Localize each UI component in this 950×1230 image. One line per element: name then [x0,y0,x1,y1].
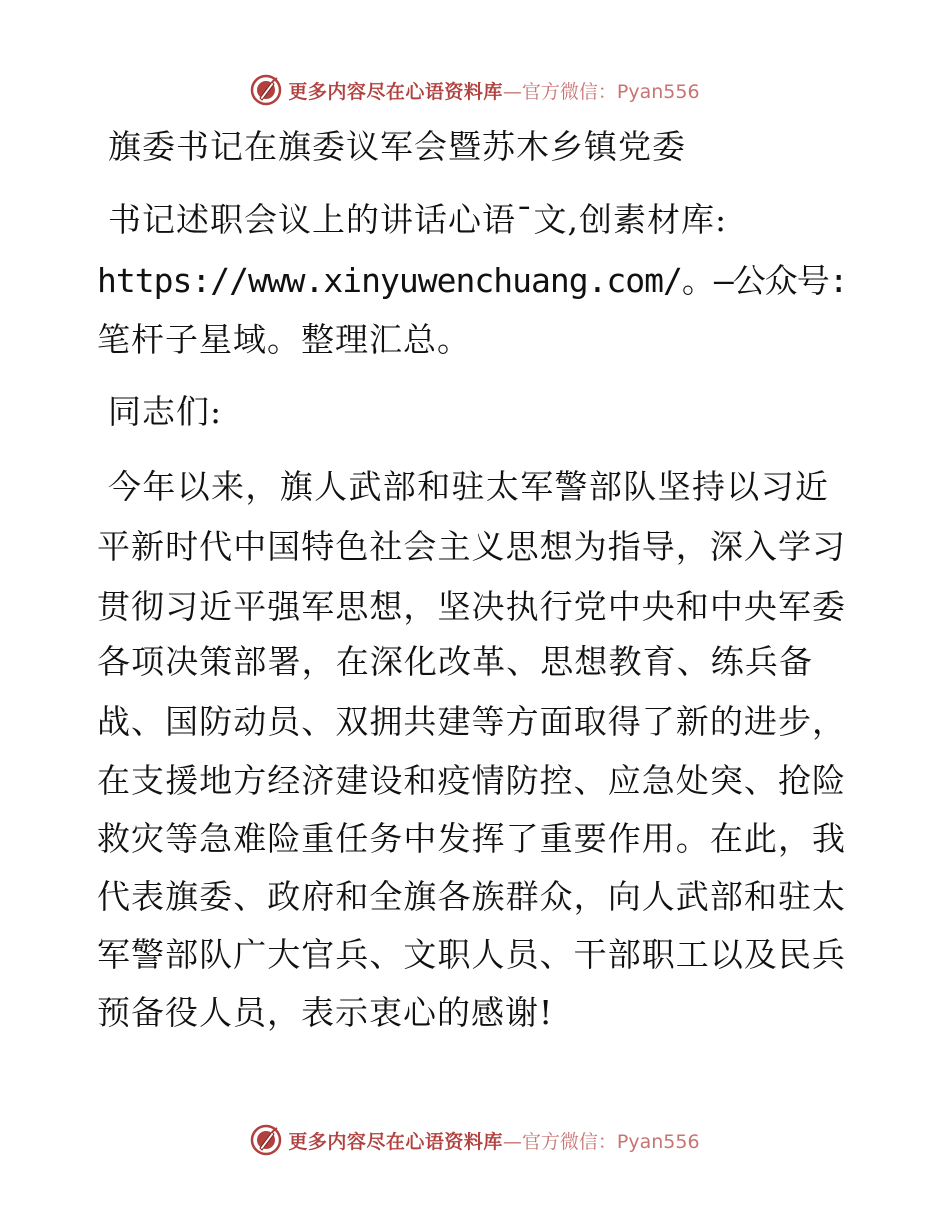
quill-pen-logo-icon [250,1124,282,1156]
body-line: 军警部队广大官兵、文职人员、干部职工以及民兵 [97,935,845,974]
body-line: 今年以来，旗人武部和驻太军警部队坚持以习近 [108,467,828,506]
quill-pen-logo-icon [250,74,282,106]
salutation: 同志们: [108,392,223,431]
body-line: 贯彻习近平强军思想，坚决执行党中央和中央军委 [97,587,845,626]
footer-banner [0,1120,950,1160]
banner-wechat: —官方微信：Pyan556 [502,1130,700,1153]
title-line-1: 旗委书记在旗委议军会暨苏木乡镇党委 [108,127,686,166]
title-line-3: https://www.xinyuwenchuang.com/。—公众号: [97,261,848,300]
body-line: 预备役人员，表示衷心的感谢! [97,993,554,1032]
banner-site-name: 更多内容尽在心语资料库 [288,80,503,103]
header-banner [0,70,950,110]
banner-wechat: —官方微信：Pyan556 [502,80,700,103]
body-line: 各项决策部署，在深化改革、思想教育、练兵备 [97,642,812,681]
body-line: 在支援地方经济建设和疫情防控、应急处突、抢险 [97,761,845,800]
banner-site-name: 更多内容尽在心语资料库 [288,1130,503,1153]
body-line: 战、国防动员、双拥共建等方面取得了新的进步， [97,702,845,741]
body-line: 救灾等急难险重任务中发挥了重要作用。在此，我 [97,819,845,858]
body-line: 平新时代中国特色社会主义思想为指导，深入学习 [97,527,845,566]
title-line-2: 书记述职会议上的讲话心语¯文,创素材库: [108,200,728,239]
body-line: 代表旗委、政府和全旗各族群众，向人武部和驻太 [97,877,845,916]
title-line-4: 笔杆子星域。整理汇总。 [97,320,471,359]
